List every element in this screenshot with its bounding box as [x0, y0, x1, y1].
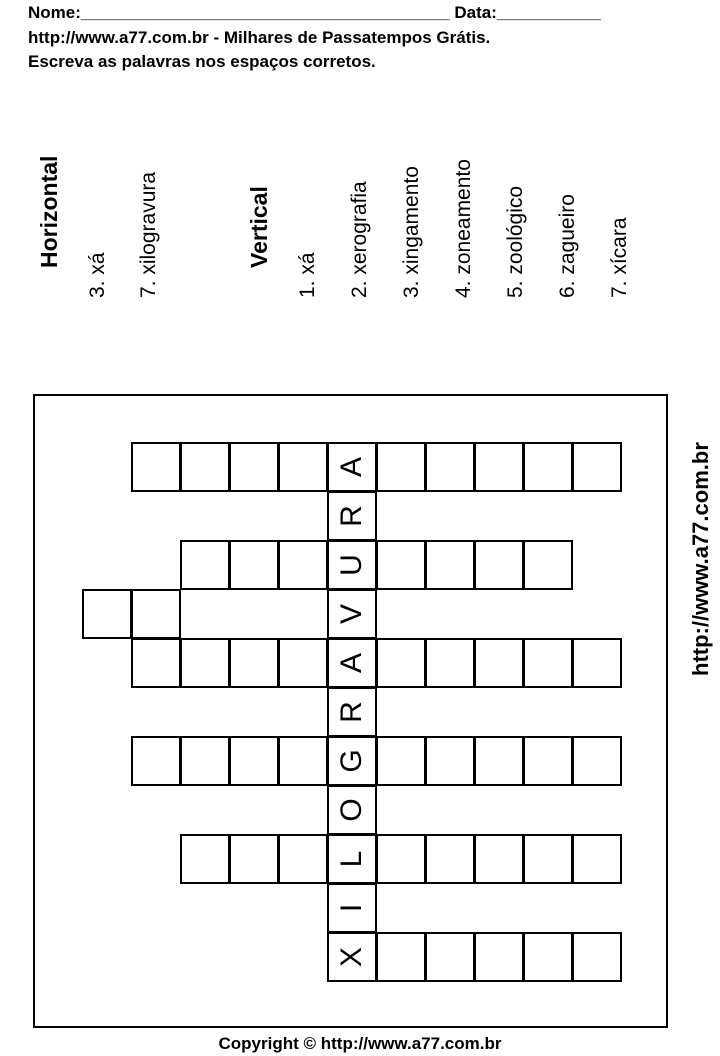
grid-cell[interactable]	[376, 736, 426, 786]
grid-cell[interactable]	[376, 442, 426, 492]
grid-cell[interactable]	[572, 932, 622, 982]
grid-cell[interactable]	[82, 589, 132, 639]
clue-vertical-1: 1. xá	[296, 252, 319, 298]
grid-cell[interactable]	[229, 638, 279, 688]
clue-horizontal-7: 7. xilogravura	[137, 171, 160, 298]
clue-horizontal-3: 3. xá	[86, 252, 109, 298]
grid-cell[interactable]	[523, 638, 573, 688]
grid-cell[interactable]	[523, 932, 573, 982]
instructions: Escreva as palavras nos espaços corretos.	[28, 52, 376, 71]
grid-cell[interactable]	[278, 834, 328, 884]
grid-cell[interactable]	[474, 834, 524, 884]
grid-cell[interactable]	[229, 736, 279, 786]
clue-vertical-3: 3. xingamento	[400, 166, 423, 298]
grid-cell[interactable]	[474, 540, 524, 590]
clue-vertical-6: 6. zagueiro	[556, 194, 579, 298]
grid-letter: R	[335, 505, 368, 527]
grid-letter: G	[335, 749, 368, 773]
grid-letter: A	[335, 457, 368, 478]
grid-cell[interactable]	[131, 589, 181, 639]
grid-cell[interactable]	[278, 540, 328, 590]
grid-cell[interactable]	[425, 932, 475, 982]
grid-letter: A	[335, 653, 368, 674]
grid-cell[interactable]	[131, 736, 181, 786]
grid-cell[interactable]	[425, 540, 475, 590]
grid-cell[interactable]	[180, 442, 230, 492]
name-date-line: Nome:_______________________________________ Data:___________	[28, 3, 601, 22]
grid-cell[interactable]	[376, 540, 426, 590]
grid-cell[interactable]	[523, 442, 573, 492]
grid-cell[interactable]	[180, 834, 230, 884]
grid-cell[interactable]	[229, 442, 279, 492]
grid-cell[interactable]	[474, 442, 524, 492]
grid-cell[interactable]	[523, 736, 573, 786]
clue-vertical-7: 7. xícara	[608, 217, 631, 298]
side-url: http://www.a77.com.br	[688, 442, 713, 676]
grid-cell[interactable]	[180, 540, 230, 590]
grid-cell[interactable]	[229, 540, 279, 590]
grid-letter: X	[335, 947, 368, 968]
grid-cell[interactable]	[474, 932, 524, 982]
horizontal-heading: Horizontal	[36, 155, 62, 268]
grid-letter: U	[335, 554, 368, 576]
grid-letter: V	[335, 604, 368, 625]
grid-cell[interactable]	[474, 638, 524, 688]
grid-cell[interactable]	[131, 442, 181, 492]
grid-cell[interactable]	[278, 736, 328, 786]
grid-cell[interactable]	[376, 834, 426, 884]
grid-cell[interactable]	[229, 834, 279, 884]
grid-cell[interactable]	[131, 638, 181, 688]
grid-cell[interactable]	[572, 834, 622, 884]
site-line: http://www.a77.com.br - Milhares de Passatempos Grátis.	[28, 28, 491, 47]
vertical-heading: Vertical	[246, 186, 272, 268]
clue-vertical-2: 2. xerografia	[348, 181, 371, 298]
grid-letter: L	[335, 850, 368, 868]
grid-cell[interactable]	[425, 834, 475, 884]
grid-cell[interactable]	[572, 638, 622, 688]
grid-cell[interactable]	[572, 442, 622, 492]
grid-cell[interactable]	[180, 638, 230, 688]
grid-cell[interactable]	[474, 736, 524, 786]
grid-cell[interactable]	[425, 736, 475, 786]
clue-vertical-5: 5. zoológico	[504, 185, 527, 298]
grid-cell[interactable]	[376, 932, 426, 982]
clue-vertical-4: 4. zoneamento	[452, 159, 475, 298]
grid-cell[interactable]	[425, 442, 475, 492]
grid-letter: I	[335, 903, 368, 913]
grid-cell[interactable]	[523, 834, 573, 884]
copyright: Copyright © http://www.a77.com.br	[218, 1034, 502, 1053]
grid-cell[interactable]	[278, 442, 328, 492]
grid-letter: R	[335, 701, 368, 723]
grid-letter: O	[335, 798, 368, 822]
grid-cell[interactable]	[523, 540, 573, 590]
grid-cell[interactable]	[572, 736, 622, 786]
grid-cell[interactable]	[180, 736, 230, 786]
grid-cell[interactable]	[376, 638, 426, 688]
grid-cell[interactable]	[278, 638, 328, 688]
grid-cell[interactable]	[425, 638, 475, 688]
